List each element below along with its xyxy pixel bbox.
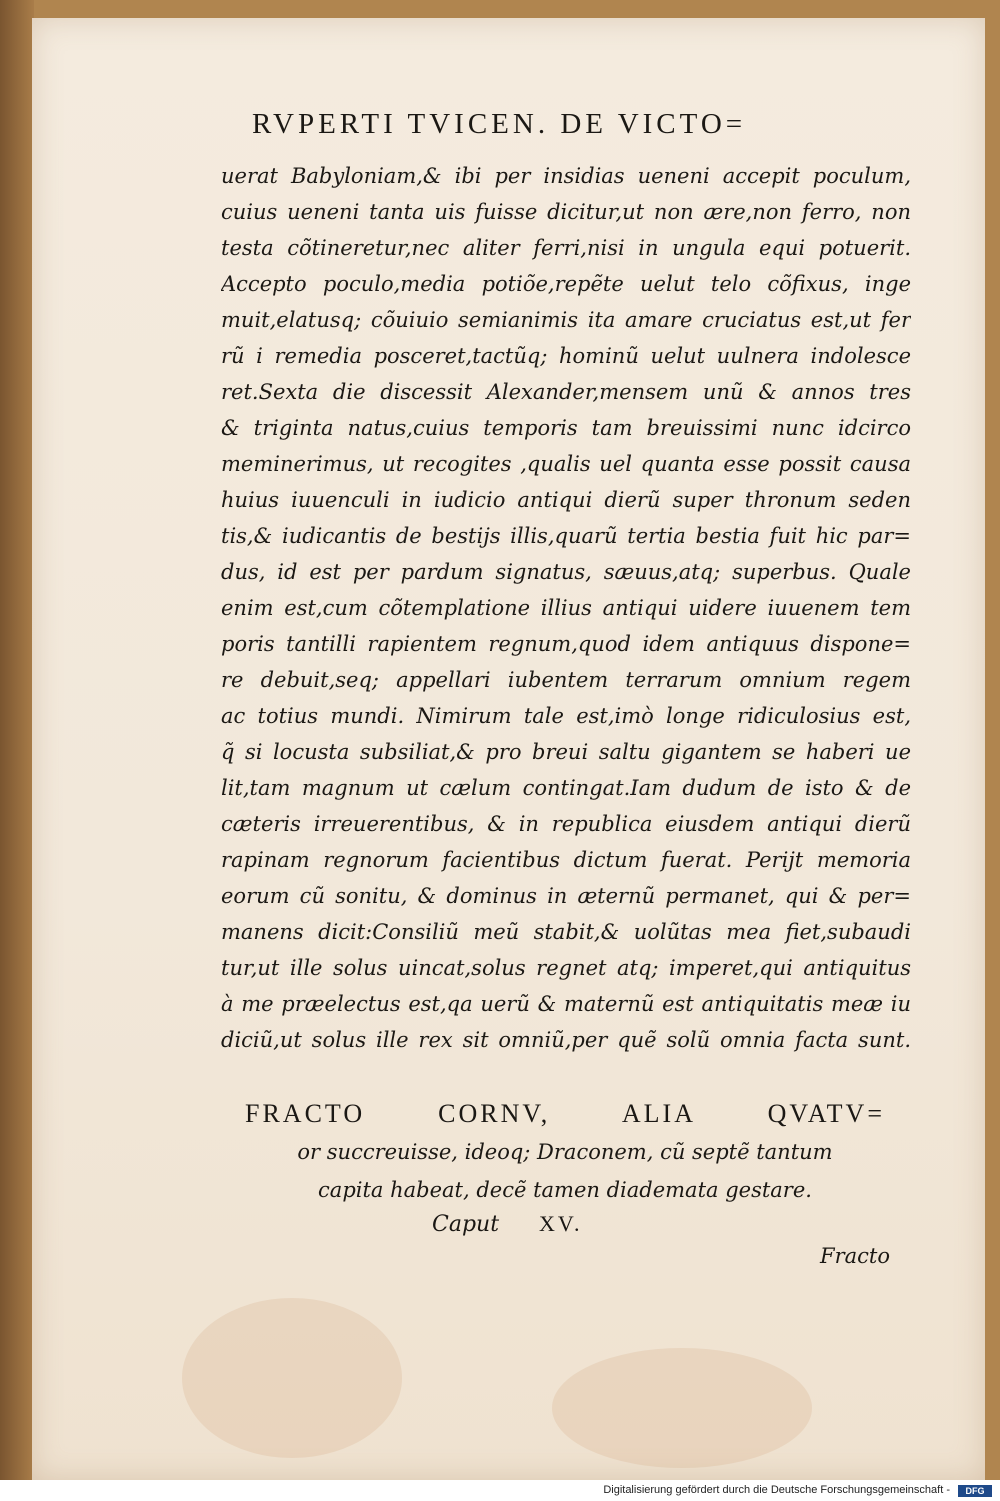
- dfg-logo-icon: DFG: [958, 1485, 992, 1497]
- chapter-heading-line: capita habeat, decẽ tamen diademata gestare.: [318, 1178, 812, 1202]
- text-line: enim est,cum cõtemplatione illius antiqui uidere iuuenem tem: [221, 596, 911, 620]
- text-line: q̃ si locusta subsiliat,& pro breui saltu gigantem se haberi ue: [221, 740, 911, 764]
- text-line: uerat Babyloniam,& ibi per insidias ueneni accepit poculum,: [221, 164, 911, 188]
- text-line: eorum cũ sonitu, & dominus in æternũ permanet, qui & per=: [221, 884, 911, 908]
- water-stain: [182, 1298, 402, 1458]
- text-line: huius iuuenculi in iudicio antiqui dierũ super thronum seden: [221, 488, 911, 512]
- caput-label: Caput: [432, 1212, 500, 1237]
- text-line: muit,elatusq; cõuiuio semianimis ita amare cruciatus est,ut fer: [221, 308, 911, 332]
- water-stain: [552, 1348, 812, 1468]
- text-line: manens dicit:Consiliũ meũ stabit,& uolũtas mea fiet,subaudi: [221, 920, 911, 944]
- text-line: tur,ut ille solus uincat,solus regnet atq; imperet,qui antiquitus: [221, 956, 911, 980]
- text-line: diciũ,ut solus ille rex sit omniũ,per quẽ solũ omnia facta sunt.: [221, 1028, 911, 1052]
- chapter-heading: [245, 1095, 885, 1209]
- text-line: meminerimus, ut recogites ,qualis uel quanta esse possit causa: [221, 452, 911, 476]
- text-line: rũ i remedia posceret,tactũq; hominũ uelut uulnera indolesce: [221, 344, 911, 368]
- text-line: rapinam regnorum facientibus dictum fuerat. Perijt memoria: [221, 848, 911, 872]
- text-line: lit,tam magnum ut cælum contingat.Iam dudum de isto & de: [221, 776, 911, 800]
- text-line: ret.Sexta die discessit Alexander,mensem unũ & annos tres: [221, 380, 911, 404]
- catchword: Fracto: [820, 1244, 890, 1268]
- chapter-heading-line: or succreuisse, ideoq; Draconem, cũ septẽ tantum: [297, 1140, 833, 1164]
- text-line: & triginta natus,cuius temporis tam breuissimi nunc idcirco: [221, 416, 911, 440]
- text-line: testa cõtineretur,nec aliter ferri,nisi in ungula equi potuerit.: [221, 236, 911, 260]
- text-line: re debuit,seq; appellari iubentem terrarum omnium regem: [221, 668, 911, 692]
- text-line: Accepto poculo,media potiõe,repẽte uelut telo cõfixus, inge: [221, 272, 911, 296]
- text-line: tis,& iudicantis de bestijs illis,quarũ tertia bestia fuit hic par=: [221, 524, 911, 548]
- chapter-heading-caps: FRACTO CORNV, ALIA QVATV=: [245, 1099, 885, 1128]
- body-text: [221, 158, 911, 1058]
- text-line: poris tantilli rapientem regnum,quod idem antiquus dispone=: [221, 632, 911, 656]
- binding-shadow: [0, 0, 34, 1480]
- text-line: cæteris irreuerentibus, & in republica eiusdem antiqui dierũ: [221, 812, 911, 836]
- text-line: à me præelectus est,qa uerũ & maternũ est antiquitatis meæ iu: [221, 992, 911, 1016]
- chapter-number: [432, 1211, 652, 1237]
- funding-notice: Digitalisierung gefördert durch die Deutsche Forschungsgemeinschaft -: [603, 1484, 950, 1496]
- text-line: dus, id est per pardum signatus, sæuus,atq; superbus. Quale: [221, 560, 911, 584]
- caput-number: XV.: [539, 1211, 583, 1236]
- text-line: ac totius mundi. Nimirum tale est,imò longe ridiculosius est,: [221, 704, 911, 728]
- text-line: cuius ueneni tanta uis fuisse dicitur,ut non ære,non ferro, non: [221, 200, 911, 224]
- running-head: RVPERTI TVICEN. DE VICTO=: [252, 108, 747, 140]
